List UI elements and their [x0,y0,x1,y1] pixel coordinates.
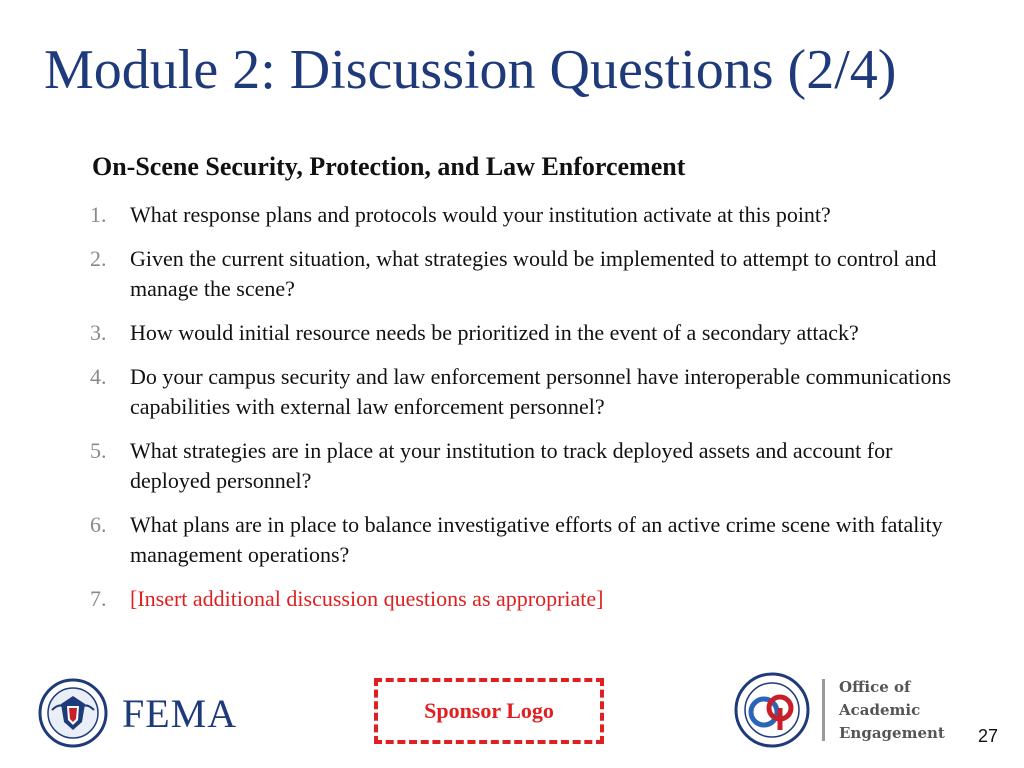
list-item [90,200,970,230]
question-number: 4. [90,364,107,389]
oae-wordmark [839,676,945,745]
list-item [90,584,970,614]
sponsor-logo-label: Sponsor Logo [424,698,554,723]
question-text: Do your campus security and law enforcement personnel have interoperable communications capabilities with external law enforcement personnel? [130,364,952,419]
placeholder-question-text: [Insert additional discussion questions as appropriate] [130,586,604,611]
dhs-seal-icon [38,678,108,748]
logo-divider [822,679,825,741]
fema-wordmark: FEMA [122,690,238,736]
oae-line-2: Academic [839,700,921,719]
question-text: Given the current situation, what strategies would be implemented to attempt to control and manage the scene? [130,246,937,301]
campus-resilience-seal-icon [734,672,810,748]
oae-line-3: Engagement [839,723,945,742]
list-item [90,362,970,422]
sponsor-logo-placeholder [374,678,604,744]
question-number: 2. [90,246,107,271]
question-text: What response plans and protocols would your institution activate at this point? [130,202,831,227]
question-text: What plans are in place to balance investigative efforts of an active crime scene with fatality management operations? [130,512,943,567]
question-text: How would initial resource needs be prioritized in the event of a secondary attack? [130,320,859,345]
question-number: 6. [90,512,107,537]
question-number: 1. [90,202,107,227]
fema-logo [38,678,237,748]
list-item [90,436,970,496]
question-number: 3. [90,320,107,345]
list-item [90,244,970,304]
question-text: What strategies are in place at your institution to track deployed assets and account for deployed personnel? [130,438,893,493]
office-of-academic-engagement-logo [734,672,945,748]
page-number: 27 [977,726,998,746]
slide-title: Module 2: Discussion Questions (2/4) [44,39,897,101]
list-item [90,318,970,348]
oae-line-1: Office of [839,677,911,696]
section-heading: On-Scene Security, Protection, and Law Enforcement [92,152,686,181]
question-number: 5. [90,438,107,463]
question-list [90,200,970,628]
question-number: 7. [90,586,107,611]
list-item [90,510,970,570]
